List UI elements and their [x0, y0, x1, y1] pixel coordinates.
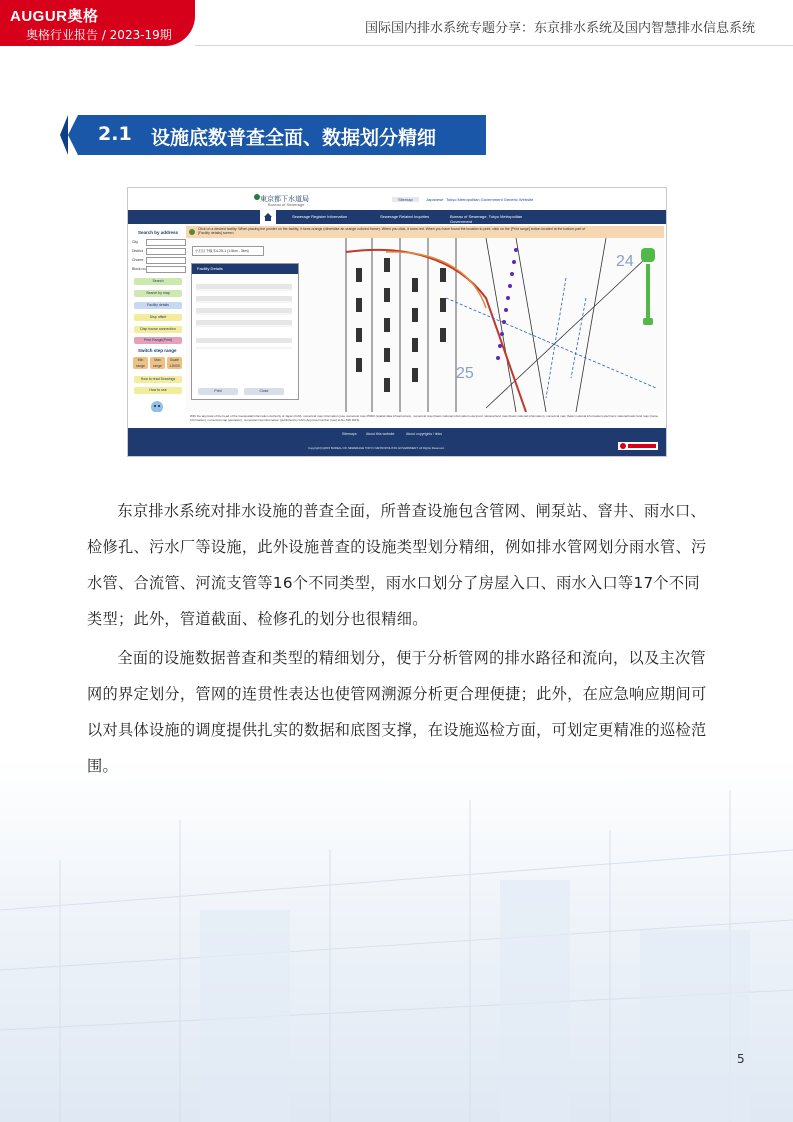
site-header — [128, 188, 666, 210]
home-icon — [260, 210, 276, 224]
instruction-bar — [186, 226, 664, 238]
paragraph-1-text: 东京排水系统对排水设施的普查全面，所普查设施包含管网、闸泵站、窨井、雨水口、检修孔、污水厂等设施，此外设施普查的设施类型划分精细，例如排水管网划分雨水管、污水管、合流管、河流支管等16个不同类型，雨水口划分了房屋入口、雨水入口等17个不同类型；此外，管道截面、检修孔的划分也很精细。 — [87, 502, 707, 628]
info-icon — [189, 229, 195, 235]
japanese-link[interactable]: Japanese — [426, 197, 444, 202]
embedded-screenshot — [127, 187, 667, 457]
section-banner-accent — [60, 115, 68, 155]
header-divider — [195, 45, 793, 46]
report-issue: 奥格行业报告 / 2023-19期 — [26, 28, 172, 42]
footer-link-about[interactable]: About this website — [366, 432, 395, 436]
facility-details-panel — [191, 263, 299, 400]
nav-inquiries[interactable]: Sewerage Related Inquiries — [380, 214, 430, 219]
block-select[interactable] — [146, 266, 186, 273]
search-title: Search by address — [138, 230, 179, 235]
nav-bureau[interactable]: Bureau of Sewerage, Tokyo Metropolitan Government — [450, 214, 523, 224]
paragraph-2-text: 全面的设施数据普查和类型的精细划分，便于分析管网的排水路径和流向，以及主次管网的界定划分，管网的连贯性表达也使管网溯源分析更合理便捷；此外，在应急响应期间可以对具体设施的调度提供扎实的数据和底图支撑，在设施巡检方面，可划定更精准的巡检范围。 — [87, 649, 707, 775]
panel-header — [192, 264, 298, 274]
map-label-24: 24 — [616, 253, 634, 270]
section-title: 设施底数普查全面、数据划分精细 — [151, 127, 437, 149]
footer-note-text: With the approval of the head of the Geospatial Information Authority of Japan (GSI), numerical map information (use numerical map 25000 (spatial data infrastructure), numerical map (basic national information) electronic national land map (basic national information), numerical map (basic national information) electronic national basic land map (name information), numerical map (elevation), numerical map information (published by GSI) (Approval number (use) H-No.538 2015). — [190, 414, 659, 422]
site-nav — [128, 210, 666, 224]
search-by-map-button[interactable]: Search by map — [134, 290, 182, 297]
panel-table — [196, 278, 292, 378]
sidebar — [130, 226, 184, 422]
footer-link-copyright[interactable]: About copyrights / links — [406, 432, 442, 436]
building-pattern — [0, 760, 793, 1122]
screenshot-footer — [128, 428, 666, 456]
sitemap-link[interactable]: Sitemap — [392, 197, 419, 202]
section-number: 2.1 — [98, 123, 132, 145]
panel-print-button[interactable]: Print — [198, 388, 238, 395]
search-button[interactable]: Search — [134, 278, 182, 285]
panel-close-button[interactable]: Close — [244, 388, 284, 395]
how-to-use-button[interactable]: How to use — [134, 387, 182, 394]
site-logo: 東京都下水道局 — [260, 196, 309, 203]
screenshot-footer-note — [128, 412, 666, 428]
address-display: 小石区千駄木4-25-1 (1:5km - 3km) — [192, 246, 264, 256]
body-paragraph-2 — [87, 640, 709, 784]
tmg-link[interactable]: Tokyo Metropolitan Government Generic Website — [446, 197, 534, 202]
chome-select[interactable] — [146, 257, 186, 264]
city-select[interactable] — [146, 239, 186, 246]
scale-button[interactable]: Scale 1:5000 — [167, 357, 182, 369]
facility-details-button[interactable]: Facility details — [134, 302, 182, 309]
nav-register[interactable]: Sewerage Register Information — [292, 214, 348, 219]
min-range-button[interactable]: Min range — [133, 357, 148, 369]
home-tab[interactable] — [260, 210, 276, 224]
document-title: 国际国内排水系统专题分享：东京排水系统及国内智慧排水信息系统 — [364, 21, 755, 36]
label-chome: Chome — [132, 258, 144, 262]
body-paragraph-1 — [87, 493, 709, 637]
page-number: 5 — [737, 1052, 745, 1066]
label-block: Block no. — [132, 267, 147, 271]
background-decoration — [0, 760, 793, 1122]
disp-house-connection-button[interactable]: Disp house connection — [134, 326, 182, 333]
site-logo-sub: Bureau of Sewerage — [268, 202, 305, 207]
instruction-text: Click on a desired facility. When placing the pointer on the facility, it turns orange (otherwise an orange colored frame). When you click, it turns red. When you have found the location to print, click on the [Print range] button located at the bottom-part of [Facility details] screen. — [198, 227, 586, 235]
print-range-button[interactable]: Print Range(Print) — [134, 337, 182, 344]
district-select[interactable] — [146, 248, 186, 255]
label-city: City — [132, 240, 139, 244]
footer-link-sitemaps[interactable]: Sitemaps — [342, 432, 357, 436]
footer-copyright: Copyright(C)2015 BUREAU OF SEWERAGE TOKYO METROPOLITAN GOVERNMENT. All Rights Reserved. — [308, 446, 445, 450]
max-range-button[interactable]: Max range — [150, 357, 165, 369]
panel-title: Facility Details — [197, 266, 223, 271]
disp-offset-button[interactable]: Disp offset — [134, 314, 182, 321]
map-label-25: 25 — [456, 365, 474, 382]
watermark-logo-icon — [618, 442, 658, 450]
how-to-read-button[interactable]: How to read Drawings — [134, 376, 182, 383]
step-range-title: Switch step range — [138, 348, 177, 353]
brand-logo: AUGUR奥格 — [10, 8, 99, 25]
label-district: District — [132, 249, 143, 253]
